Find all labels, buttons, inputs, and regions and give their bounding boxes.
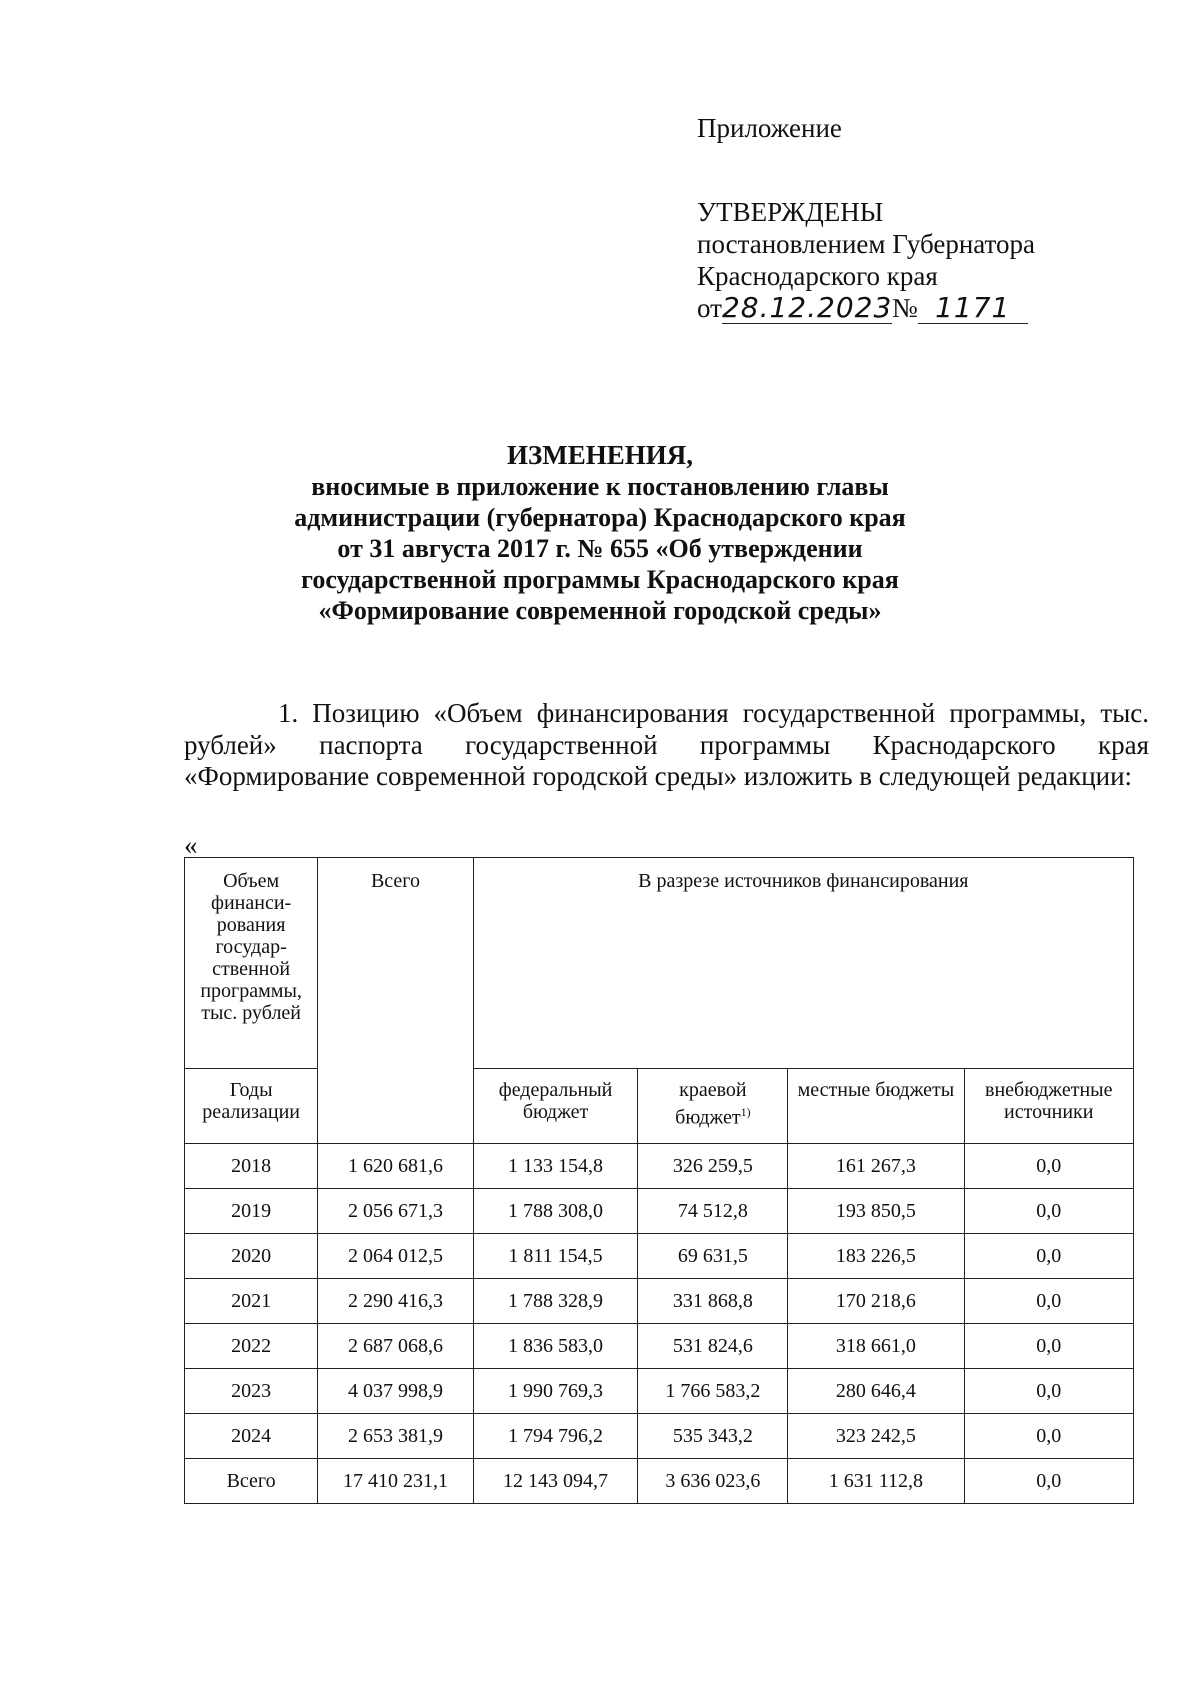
header-local: местные бюджеты [788,1069,964,1144]
table-row [185,1234,1134,1279]
document-title [130,440,1070,626]
cell-local: 323 242,5 [788,1414,964,1459]
handwritten-number: 1171 [918,293,1028,324]
cell-year: 2024 [185,1414,318,1459]
cell-total: 2 064 012,5 [318,1234,473,1279]
cell-federal: 1 836 583,0 [473,1324,638,1369]
header-total: Всего [318,858,473,1144]
cell-federal: 1 794 796,2 [473,1414,638,1459]
cell-year: 2022 [185,1324,318,1369]
header-sources: В разрезе источников финансирования [473,858,1133,1069]
cell-local: 183 226,5 [788,1234,964,1279]
cell-offbudget: 0,0 [964,1459,1134,1504]
header-volume: Объем финанси-рования государ-ственной программы, тыс. рублей [185,858,318,1069]
header-offbudget: внебюджетные источники [964,1069,1134,1144]
number-label: № [891,293,918,323]
approval-line-2: Краснодарского края [697,261,938,291]
handwritten-date: 28.12.2023 [721,291,893,324]
cell-offbudget: 0,0 [964,1234,1134,1279]
financing-table [184,857,1134,1504]
paragraph-1: 1. Позицию «Объем финансирования государственной программы, тыс. рублей» паспорта государственной программы Краснодарского края «Формирование современной городской среды» изложить в следующей редакции: [184,698,1149,791]
header-regional [638,1069,788,1144]
title-line-3: от 31 августа 2017 г. № 655 «Об утверждении [337,534,863,563]
cell-regional: 74 512,8 [638,1189,788,1234]
approval-date-line [697,292,1035,324]
cell-federal: 1 133 154,8 [473,1144,638,1189]
cell-offbudget: 0,0 [964,1414,1134,1459]
cell-year: 2019 [185,1189,318,1234]
title-line-2: администрации (губернатора) Краснодарского края [294,503,906,532]
cell-regional: 531 824,6 [638,1324,788,1369]
title-heading: ИЗМЕНЕНИЯ, [506,440,693,470]
table-row [185,1189,1134,1234]
cell-year: 2018 [185,1144,318,1189]
header-federal: федеральный бюджет [473,1069,638,1144]
cell-regional: 326 259,5 [638,1144,788,1189]
opening-quote: « [184,830,198,860]
cell-year: 2021 [185,1279,318,1324]
table-row [185,1414,1134,1459]
cell-federal: 12 143 094,7 [473,1459,638,1504]
cell-regional: 1 766 583,2 [638,1369,788,1414]
cell-local: 280 646,4 [788,1369,964,1414]
cell-federal: 1 788 328,9 [473,1279,638,1324]
cell-offbudget: 0,0 [964,1324,1134,1369]
approval-line-1: постановлением Губернатора [697,229,1035,259]
header-regional-footnote: 1) [740,1105,751,1119]
cell-regional: 331 868,8 [638,1279,788,1324]
cell-offbudget: 0,0 [964,1144,1134,1189]
cell-total: 2 056 671,3 [318,1189,473,1234]
cell-total: 2 290 416,3 [318,1279,473,1324]
header-years: Годы реализации [185,1069,318,1144]
title-line-5: «Формирование современной городской среды» [318,596,882,625]
header-regional-label: краевой бюджет [675,1079,747,1129]
cell-offbudget: 0,0 [964,1189,1134,1234]
table-row [185,1459,1134,1504]
cell-total: 2 653 381,9 [318,1414,473,1459]
cell-local: 193 850,5 [788,1189,964,1234]
appendix-label: Приложение [697,113,842,143]
cell-year: Всего [185,1459,318,1504]
cell-offbudget: 0,0 [964,1369,1134,1414]
cell-total: 1 620 681,6 [318,1144,473,1189]
cell-regional: 3 636 023,6 [638,1459,788,1504]
cell-total: 17 410 231,1 [318,1459,473,1504]
from-label: от [697,293,722,323]
cell-local: 318 661,0 [788,1324,964,1369]
cell-local: 161 267,3 [788,1144,964,1189]
cell-total: 4 037 998,9 [318,1369,473,1414]
cell-local: 170 218,6 [788,1279,964,1324]
table-row [185,1144,1134,1189]
body-text [184,698,1149,793]
cell-federal: 1 811 154,5 [473,1234,638,1279]
cell-local: 1 631 112,8 [788,1459,964,1504]
table-row [185,1369,1134,1414]
title-line-1: вносимые в приложение к постановлению главы [311,472,889,501]
cell-year: 2020 [185,1234,318,1279]
table-body [185,1144,1134,1504]
cell-federal: 1 990 769,3 [473,1369,638,1414]
cell-federal: 1 788 308,0 [473,1189,638,1234]
cell-total: 2 687 068,6 [318,1324,473,1369]
approved-label: УТВЕРЖДЕНЫ [697,197,884,227]
cell-offbudget: 0,0 [964,1279,1134,1324]
table-row [185,1279,1134,1324]
cell-year: 2023 [185,1369,318,1414]
cell-regional: 69 631,5 [638,1234,788,1279]
table-row [185,1324,1134,1369]
approval-block [697,112,1035,324]
title-line-4: государственной программы Краснодарского края [301,565,899,594]
table-header-row-1 [185,858,1134,1069]
cell-regional: 535 343,2 [638,1414,788,1459]
